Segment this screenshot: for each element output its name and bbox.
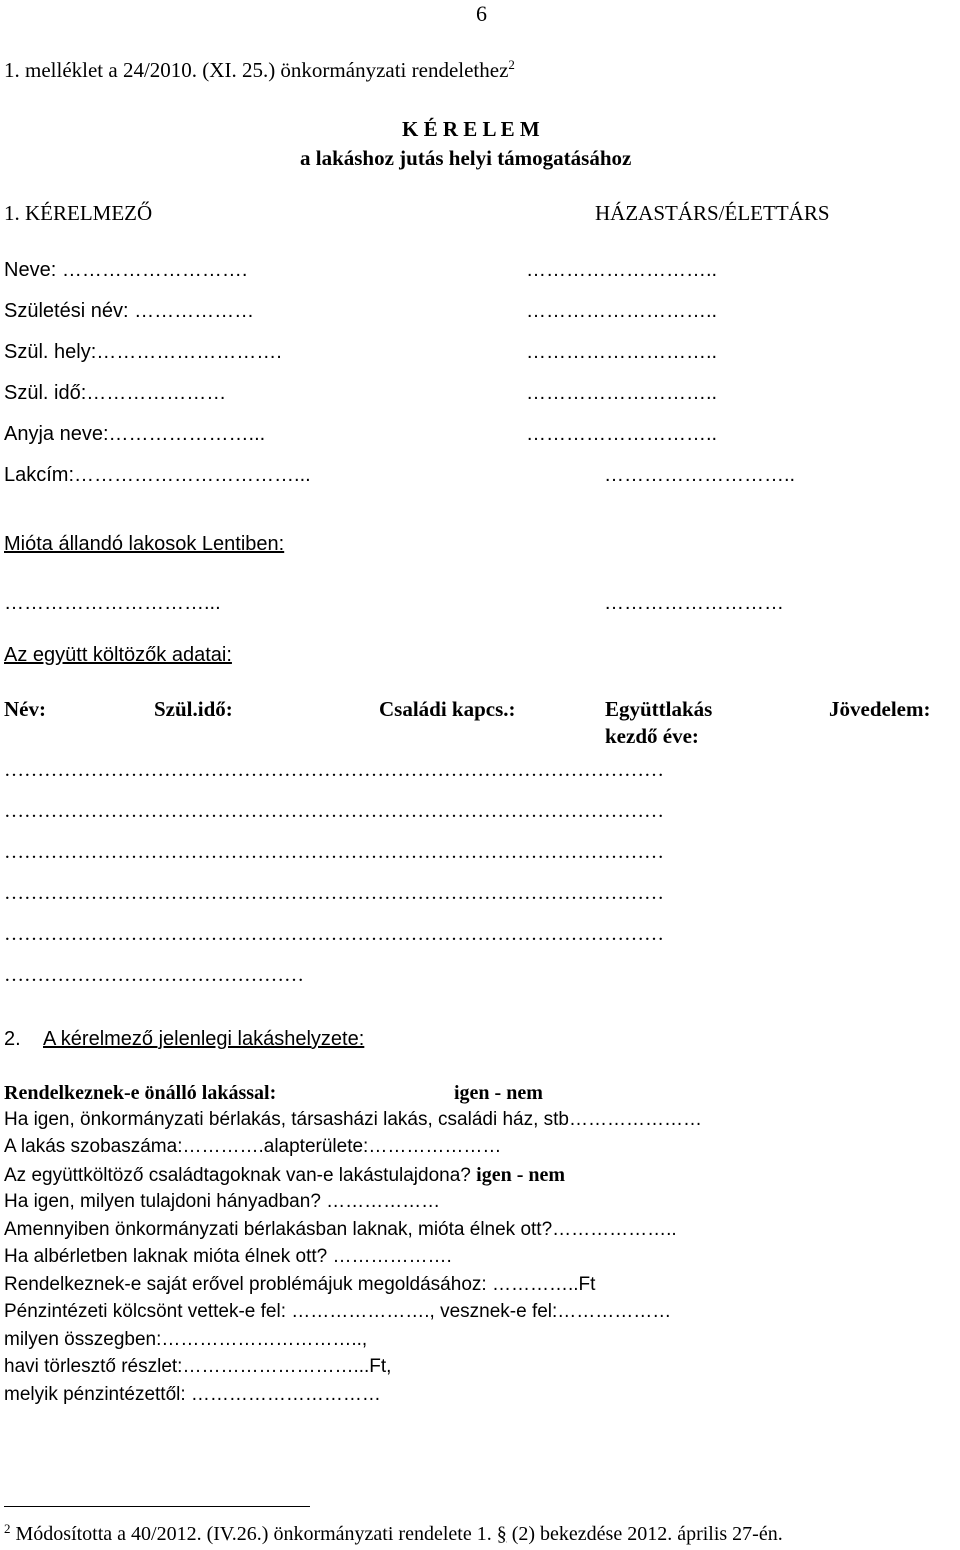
spouse-field-mother-name: ……………………….. — [526, 423, 718, 445]
field-birth-place — [4, 342, 282, 362]
footnote-text-a: Módosította a 40/2012. (IV.26.) önkormányzati rendelete 1. — [10, 1523, 497, 1545]
field-label: Neve: — [4, 259, 62, 281]
spouse-field-address: ……………………….. — [604, 464, 796, 486]
annex-reference — [4, 57, 515, 82]
col-relation: Családi kapcs.: — [379, 697, 516, 721]
own-flat-label: Rendelkeznek-e önálló lakással: — [4, 1082, 277, 1104]
field-label: Lakcím: — [4, 464, 75, 486]
section2-heading: A kérelmező jelenlegi lakáshelyzete: — [43, 1028, 365, 1050]
field-birth-date — [4, 383, 226, 403]
loan-line: Pénzintézeti kölcsönt vettek-e fel: …………………., vesznek-e fel:……………… — [4, 1301, 672, 1322]
field-dots: ………………………. — [96, 341, 282, 363]
loan-amount-line: milyen összegben:………………………….., — [4, 1329, 368, 1350]
spouse-heading: HÁZASTÁRS/ÉLETTÁRS — [595, 201, 830, 225]
co-mover-dot-line: ……………………………………………………………………………………… — [4, 882, 664, 904]
own-funds-line: Rendelkeznek-e saját erővel problémájuk megoldásához: …………..Ft — [4, 1274, 596, 1295]
footnote — [4, 1521, 783, 1545]
spouse-field-name: ……………………….. — [526, 259, 718, 281]
col-birth-date: Szül.idő: — [154, 697, 233, 721]
co-mover-dot-line: ……………………………………………………………………………………… — [4, 923, 664, 945]
residency-label: Mióta állandó lakosok Lentiben: — [4, 533, 285, 555]
footnote-marker: 2 — [4, 1521, 11, 1536]
room-area-line: A lakás szobaszáma:………….alapterülete:………………… — [4, 1136, 502, 1157]
rental-since-line: Amennyiben önkormányzati bérlakásban laknak, mióta élnek ott?……………….. — [4, 1219, 677, 1240]
sublet-since-line: Ha albérletben laknak mióta élnek ott? ………………. — [4, 1246, 452, 1267]
field-dots: ………………………. — [61, 259, 248, 281]
installment-line: havi törlesztő részlet:………………………...Ft, — [4, 1356, 392, 1377]
applicant-heading: 1. KÉRELMEZŐ — [4, 201, 153, 225]
footnote-text-b: (2) bekezdése 2012. április 27-én. — [506, 1523, 783, 1545]
col-name: Név: — [4, 697, 46, 721]
residency-dots-applicant: …………………………... — [4, 592, 221, 614]
ownership-question: Az együttköltöző családtagoknak van-e lakástulajdona? — [4, 1165, 471, 1186]
annex-text: 1. melléklet a 24/2010. (XI. 25.) önkormányzati rendelethez — [4, 58, 509, 82]
col-cohabitation-year: kezdő éve: — [605, 724, 699, 748]
document-subtitle: a lakáshoz jutás helyi támogatásához — [300, 146, 632, 170]
ownership-share-line: Ha igen, milyen tulajdoni hányadban? ……………… — [4, 1191, 441, 1212]
page-number: 6 — [476, 1, 487, 26]
ownership-line — [4, 1165, 565, 1185]
residency-dots-spouse: ……………………… — [604, 592, 784, 614]
field-label: Születési név: — [4, 300, 135, 322]
field-mother-name — [4, 424, 265, 444]
co-movers-heading: Az együtt költözők adatai: — [4, 644, 232, 666]
flat-type-line: Ha igen, önkormányzati bérlakás, társasházi lakás, családi ház, stb………………… — [4, 1109, 702, 1130]
field-dots: ………………… — [86, 382, 227, 404]
field-name — [4, 260, 247, 280]
field-label: Szül. idő: — [4, 382, 87, 404]
co-mover-dot-line: ……………………………………………………………………………………… — [4, 800, 664, 822]
co-mover-dot-line: ……………………………………………………………………………………… — [4, 759, 664, 781]
spouse-field-birth-name: ……………………….. — [526, 300, 718, 322]
field-birth-name — [4, 301, 254, 321]
spouse-field-birth-place: ……………………….. — [526, 341, 718, 363]
own-flat-choice: igen - nem — [454, 1082, 543, 1104]
co-mover-dot-line: ……………………………………………………………………………………… — [4, 841, 664, 863]
footnote-section-sign: § — [496, 1523, 507, 1545]
bank-line: melyik pénzintézettől: ………………………… — [4, 1384, 381, 1405]
ownership-choice: igen - nem — [476, 1164, 566, 1186]
field-dots: …………………... — [108, 423, 266, 445]
document-title: K É R E L E M — [402, 117, 540, 141]
footnote-divider — [4, 1506, 310, 1507]
field-dots: ……………………………... — [74, 464, 311, 486]
field-address — [4, 465, 311, 485]
section2-number: 2. — [4, 1028, 21, 1050]
col-cohabitation: Együttlakás — [605, 697, 713, 721]
annex-footnote-marker: 2 — [508, 57, 515, 72]
co-mover-dot-line: ……………………………………… — [4, 964, 304, 986]
col-income: Jövedelem: — [829, 697, 931, 721]
spouse-field-birth-date: ……………………….. — [526, 382, 718, 404]
field-dots: ……………… — [134, 300, 255, 322]
field-label: Szül. hely: — [4, 341, 97, 363]
field-label: Anyja neve: — [4, 423, 109, 445]
